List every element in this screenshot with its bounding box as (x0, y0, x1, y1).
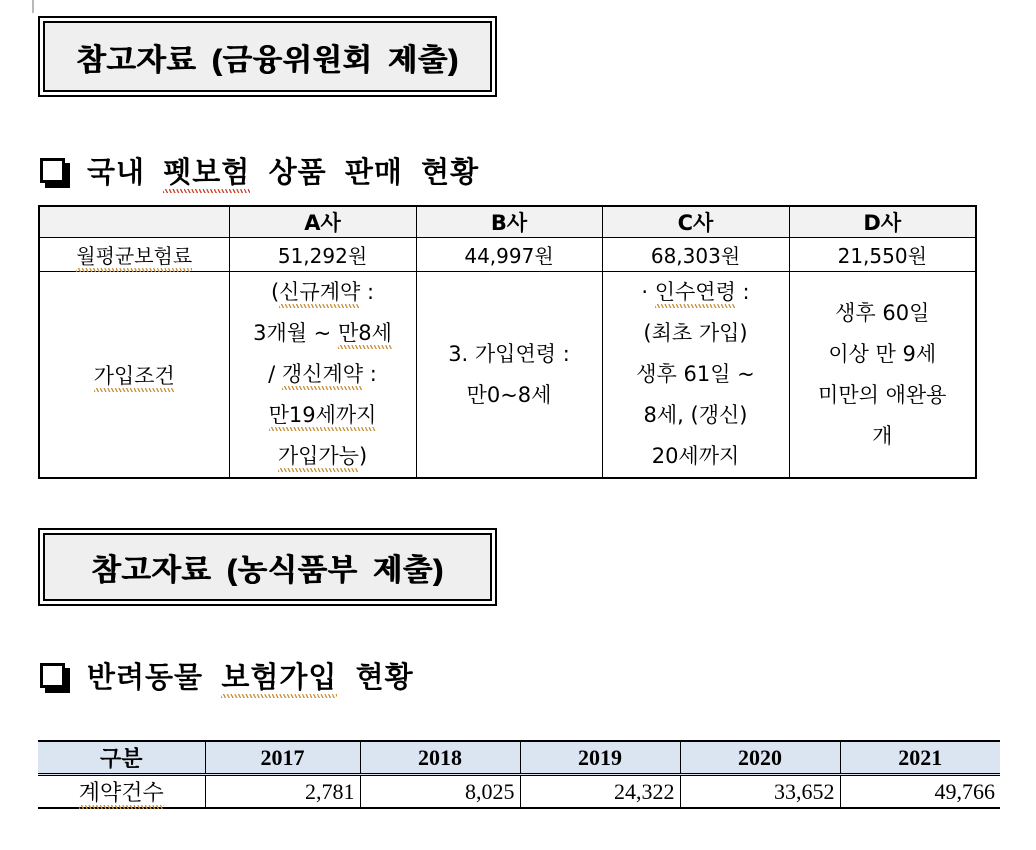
enrollment-by-year-table (38, 740, 1000, 809)
reference-box-fsc (38, 16, 497, 97)
square-bullet-icon (40, 663, 65, 688)
header-cell-2021: 2021 (840, 741, 1000, 775)
count-2017: 2,781 (205, 775, 360, 809)
reference-box-mafra (38, 528, 497, 606)
conditions-row-label: 가입조건 (94, 364, 175, 392)
premium-row-label-cell (39, 238, 229, 272)
section-title-pre: 국내 (87, 157, 164, 189)
table-header-row (39, 206, 976, 238)
premium-b: 44,997원 (416, 238, 602, 272)
header-cell-2020: 2020 (680, 741, 840, 775)
section-heading-pet-insurance-sales (40, 150, 479, 191)
section-title-post: 현황 (337, 662, 414, 694)
contract-count-label-cell (38, 775, 205, 809)
premium-row-label: 월평균보험료 (76, 244, 192, 272)
page-margin-mark (32, 0, 34, 13)
square-bullet-icon (40, 158, 65, 183)
table-header-row (38, 741, 1000, 775)
header-cell-blank (39, 206, 229, 238)
header-cell-2018: 2018 (360, 741, 520, 775)
count-2018: 8,025 (360, 775, 520, 809)
section-title (87, 655, 414, 696)
header-cell-company-a: A사 (229, 206, 416, 238)
reference-box-inner (43, 21, 492, 92)
header-cell-company-d: D사 (789, 206, 976, 238)
header-cell-company-c: C사 (602, 206, 789, 238)
count-2021: 49,766 (840, 775, 1000, 809)
conditions-a: (신규계약 : 3개월 ~ 만8세 / 갱신계약 : 만19세까지 가입가능) (229, 272, 416, 479)
pet-insurance-comparison-table (38, 205, 977, 479)
section-title-underlined: 펫보험 (163, 157, 250, 193)
premium-a: 51,292원 (229, 238, 416, 272)
header-cell-company-b: B사 (416, 206, 602, 238)
premium-c: 68,303원 (602, 238, 789, 272)
section-title-post: 상품 판매 현황 (250, 157, 480, 189)
reference-box-title: 참고자료 (금융위원회 제출) (76, 43, 459, 77)
section-title-pre: 반려동물 (87, 662, 222, 694)
reference-box-title: 참고자료 (농식품부 제출) (91, 554, 444, 587)
conditions-row-label-cell (39, 272, 229, 479)
header-cell-2019: 2019 (520, 741, 680, 775)
section-heading-enrollment-status (40, 655, 414, 696)
conditions-row (39, 272, 976, 479)
section-title (87, 150, 479, 191)
premium-row (39, 238, 976, 272)
section-title-underlined: 보험가입 (221, 662, 337, 698)
header-cell-category: 구분 (38, 741, 205, 775)
contract-count-label: 계약건수 (79, 780, 164, 809)
header-cell-2017: 2017 (205, 741, 360, 775)
count-2020: 33,652 (680, 775, 840, 809)
count-2019: 24,322 (520, 775, 680, 809)
conditions-b: 3. 가입연령 : 만0~8세 (416, 272, 602, 479)
reference-box-inner (43, 533, 492, 601)
premium-d: 21,550원 (789, 238, 976, 272)
contract-count-row (38, 775, 1000, 809)
conditions-d: 생후 60일 이상 만 9세 미만의 애완용 개 (789, 272, 976, 479)
conditions-c: · 인수연령 : (최초 가입) 생후 61일 ~ 8세, (갱신) 20세까지 (602, 272, 789, 479)
